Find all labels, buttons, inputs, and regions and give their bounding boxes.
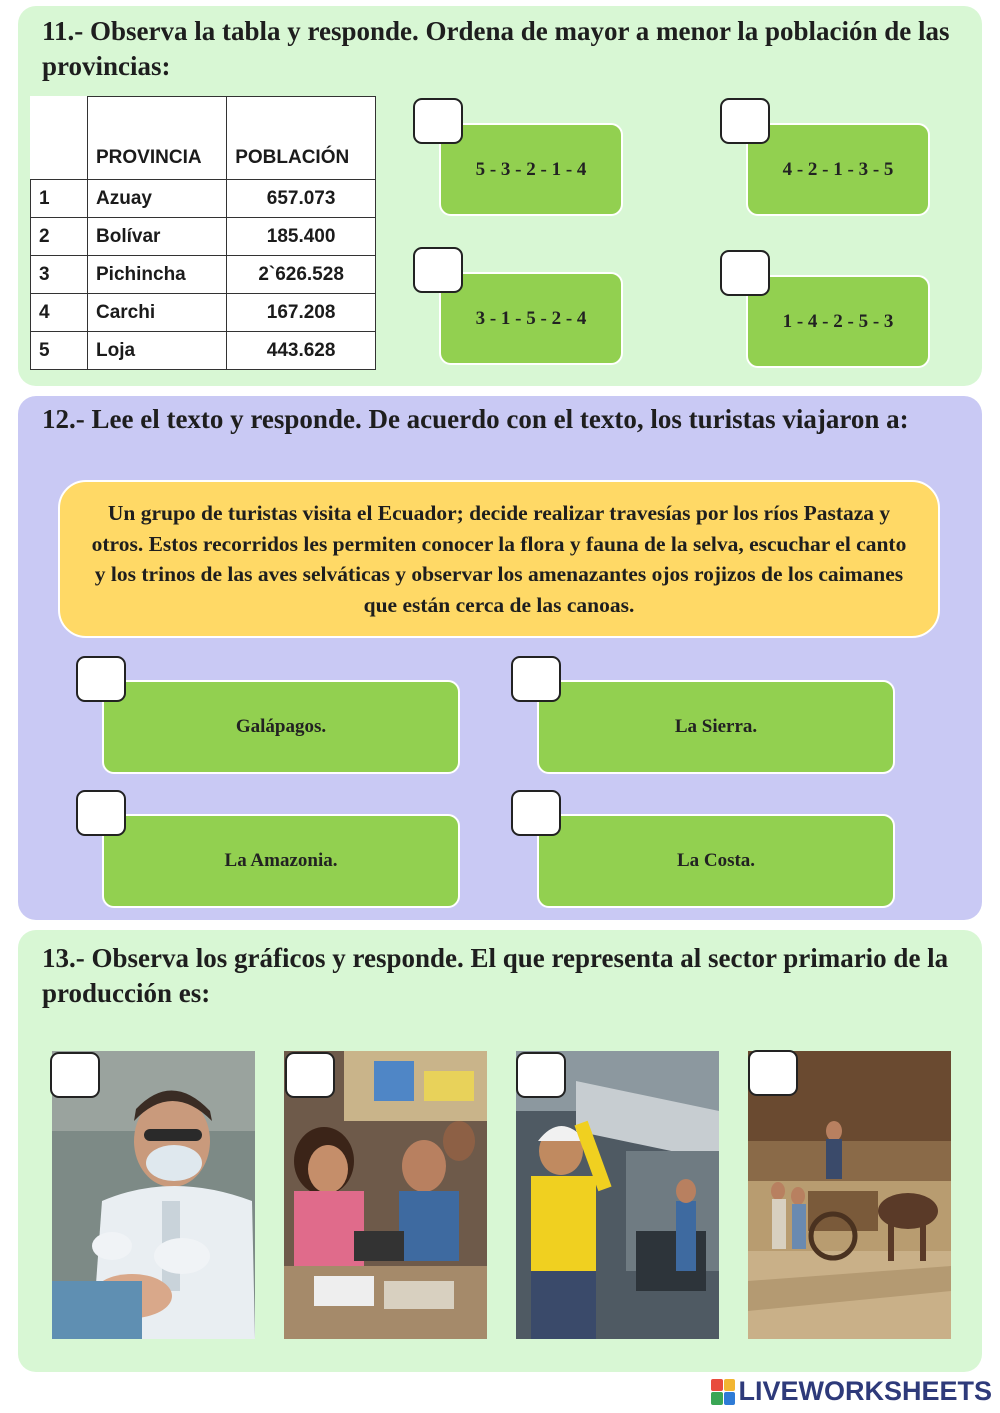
q13-checkbox-students[interactable] [285,1052,335,1098]
row-poblacion: 167.208 [227,294,376,332]
question-13-title: 13.- Observa los gráficos y responde. El que representa al sector primario de la producción es: [42,943,949,1008]
q12-option-costa: La Costa. [537,814,895,908]
q11-option-b: 4 - 2 - 1 - 3 - 5 [746,123,930,216]
q11-option-a: 5 - 3 - 2 - 1 - 4 [439,123,623,216]
row-provincia: Bolívar [88,218,227,256]
liveworksheets-icon [711,1379,735,1405]
table-row [31,256,376,294]
q12-option-galapagos: Galápagos. [102,680,460,774]
row-provincia: Pichincha [88,256,227,294]
table-row [31,294,376,332]
table-row [31,332,376,370]
reading-text: Un grupo de turistas visita el Ecuador; decide realizar travesías por los ríos Pastaza y otros. Estos recorridos les permiten conocer la flora y fauna de la selva, escuchar el canto y los trinos de las aves selváticas y observar los amenazantes ojos rojizos de los caimanes que están cerca de las canoas. [58,480,940,638]
row-poblacion: 185.400 [227,218,376,256]
question-11-title: 11.- Observa la tabla y responde. Ordena de mayor a menor la población de las provincias: [42,16,950,81]
q13-checkbox-factory[interactable] [516,1052,566,1098]
q12-option-sierra: La Sierra. [537,680,895,774]
question-12-title: 12.- Lee el texto y responde. De acuerdo con el texto, los turistas viajaron a: [42,404,909,434]
q12-checkbox-amazonia[interactable] [76,790,126,836]
q11-checkbox-d[interactable] [720,250,770,296]
q12-checkbox-costa[interactable] [511,790,561,836]
row-number: 4 [31,294,88,332]
q11-option-d: 1 - 4 - 2 - 5 - 3 [746,275,930,368]
q12-checkbox-galapagos[interactable] [76,656,126,702]
population-table [30,96,376,370]
q13-checkbox-farm[interactable] [748,1050,798,1096]
table-header-provincia: PROVINCIA [88,97,227,180]
q12-checkbox-sierra[interactable] [511,656,561,702]
table-row [31,218,376,256]
row-poblacion: 443.628 [227,332,376,370]
q11-checkbox-c[interactable] [413,247,463,293]
row-number: 2 [31,218,88,256]
q12-option-amazonia: La Amazonia. [102,814,460,908]
liveworksheets-text: LIVEWORKSHEETS [738,1376,992,1406]
row-number: 1 [31,180,88,218]
row-provincia: Loja [88,332,227,370]
q13-checkbox-dentist[interactable] [50,1052,100,1098]
table-header-poblacion: POBLACIÓN [227,97,376,180]
q11-checkbox-a[interactable] [413,98,463,144]
q11-checkbox-b[interactable] [720,98,770,144]
row-poblacion: 657.073 [227,180,376,218]
row-provincia: Carchi [88,294,227,332]
table-row [31,180,376,218]
row-provincia: Azuay [88,180,227,218]
table-header-blank [31,97,88,180]
row-number: 3 [31,256,88,294]
liveworksheets-logo [711,1376,992,1407]
row-number: 5 [31,332,88,370]
row-poblacion: 2`626.528 [227,256,376,294]
q11-option-c: 3 - 1 - 5 - 2 - 4 [439,272,623,365]
